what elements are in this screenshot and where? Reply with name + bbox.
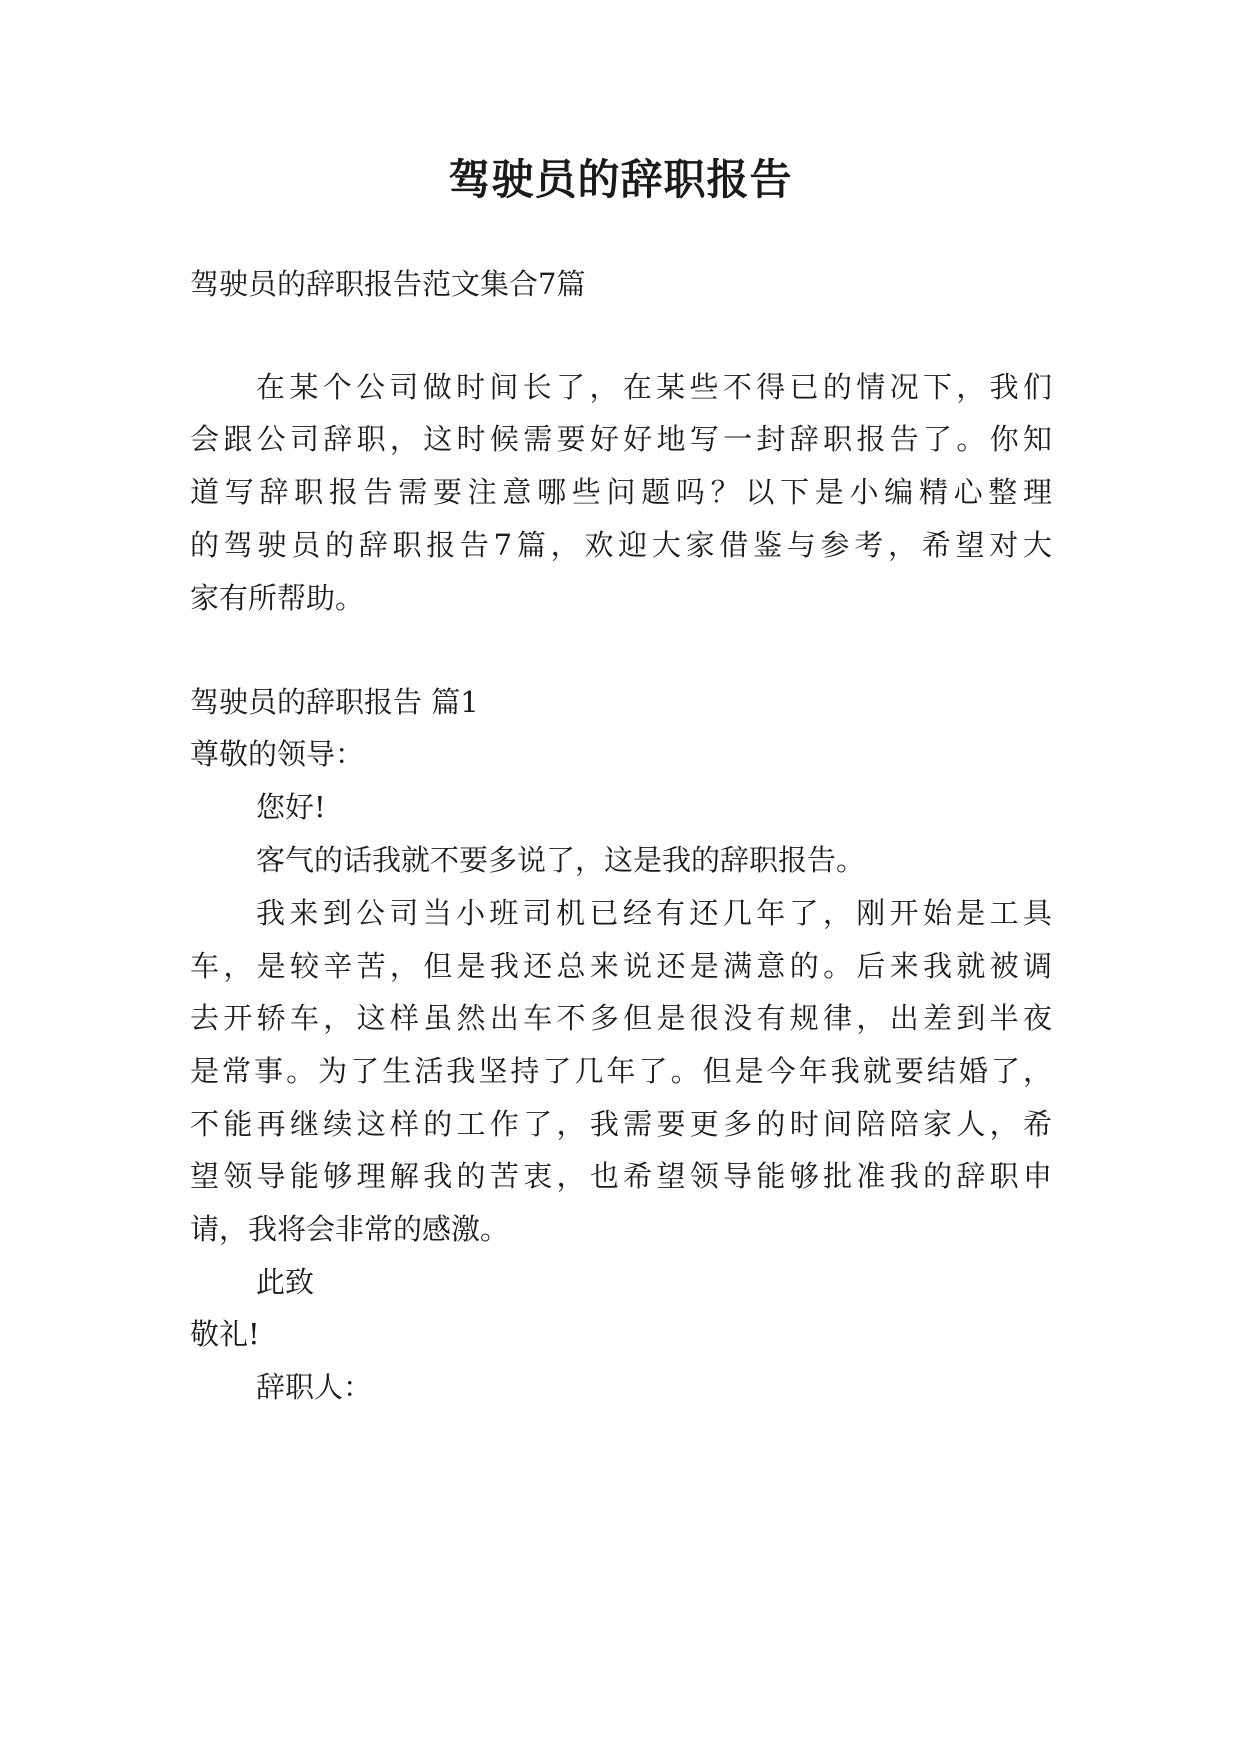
- document-subtitle: 驾驶员的辞职报告范文集合7篇: [190, 267, 586, 301]
- signature-label: 辞职人：: [256, 1370, 373, 1404]
- intro-line: 会跟公司辞职，这时候需要好好地写一封辞职报告了。你知: [190, 422, 1052, 456]
- paragraph-line: 我来到公司当小班司机已经有还几年了，刚开始是工具: [256, 896, 1052, 930]
- paragraph-line: 望领导能够理解我的苦衷，也希望领导能够批准我的辞职申: [190, 1159, 1052, 1193]
- section-heading: 驾驶员的辞职报告 篇1: [190, 685, 479, 719]
- intro-line: 家有所帮助。: [190, 581, 365, 615]
- closing-line-1: 此致: [256, 1265, 315, 1299]
- intro-line: 在某个公司做时间长了，在某些不得已的情况下，我们: [256, 370, 1052, 404]
- paragraph-line: 车，是较辛苦，但是我还总来说还是满意的。后来我就被调: [190, 949, 1052, 983]
- paragraph-line: 去开轿车，这样虽然出车不多但是很没有规律，出差到半夜: [190, 1001, 1052, 1035]
- closing-line-2: 敬礼!: [190, 1317, 260, 1351]
- document-title: 驾驶员的辞职报告: [448, 155, 793, 204]
- paragraph-1: 客气的话我就不要多说了，这是我的辞职报告。: [256, 843, 866, 877]
- intro-line: 的驾驶员的辞职报告7篇，欢迎大家借鉴与参考，希望对大: [190, 528, 1052, 562]
- paragraph-line: 请，我将会非常的感激。: [190, 1212, 510, 1246]
- salutation: 尊敬的领导：: [190, 737, 365, 771]
- paragraph-line: 不能再继续这样的工作了，我需要更多的时间陪陪家人，希: [190, 1107, 1052, 1141]
- greeting: 您好!: [256, 790, 326, 824]
- paragraph-line: 是常事。为了生活我坚持了几年了。但是今年我就要结婚了，: [190, 1054, 1052, 1088]
- intro-line: 道写辞职报告需要注意哪些问题吗？以下是小编精心整理: [190, 475, 1052, 509]
